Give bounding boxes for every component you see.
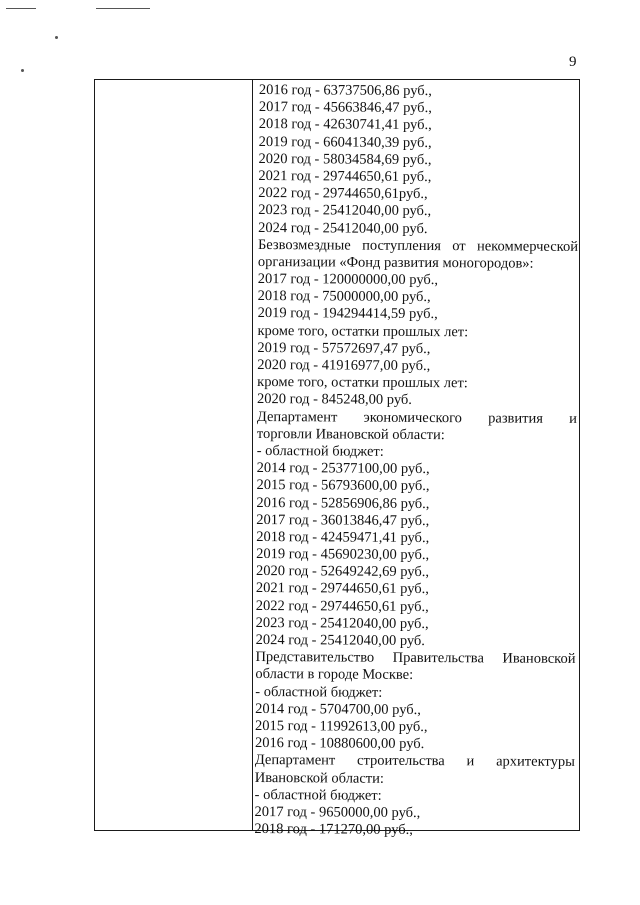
text-line: 2020 год - 845248,00 руб. [257, 391, 412, 409]
text-line: 2016 год - 63737506,86 руб., [258, 82, 432, 100]
text-line: 2024 год - 25412040,00 руб. [255, 631, 426, 650]
text-line: кроме того, остатки прошлых лет: [257, 374, 468, 392]
text-line: области в городе Москве: [255, 666, 414, 684]
funding-text-cell [254, 82, 579, 840]
text-line: 2014 год - 25377100,00 руб., [256, 460, 430, 478]
text-line: 2019 год - 57572697,47 руб., [257, 339, 431, 357]
text-line: 2017 год - 45663846,47 руб., [258, 99, 432, 117]
text-line: 2020 год - 52649242,69 руб., [255, 563, 430, 581]
text-line: 2021 год - 29744650,61 руб., [255, 580, 429, 598]
text-line: 2016 год - 52856906,86 руб., [256, 494, 430, 512]
text-line: 2017 год - 120000000,00 руб., [257, 271, 439, 289]
text-line: 2015 год - 11992613,00 руб., [255, 717, 428, 735]
text-line: организации «Фонд развития моногородов»: [257, 253, 534, 272]
text-line: 2016 год - 10880600,00 руб. [254, 735, 425, 753]
text-line: 2018 год - 75000000,00 руб., [257, 288, 431, 306]
text-line: кроме того, остатки прошлых лет: [257, 322, 469, 340]
text-line: 2018 год - 42630741,41 руб., [258, 116, 432, 134]
text-line: 2023 год - 25412040,00 руб., [255, 614, 429, 632]
text-line: 2018 год - 42459471,41 руб., [256, 528, 430, 546]
text-line: 2014 год - 5704700,00 руб., [255, 700, 421, 718]
text-line: 2022 год - 29744650,61руб., [258, 185, 428, 203]
page-number: 9 [569, 54, 577, 70]
text-line: Департамент строительства и архитектуры [254, 752, 575, 771]
text-line: Ивановской области: [254, 769, 385, 787]
text-line: Представительство Правительства Ивановской [255, 649, 576, 668]
text-line: 2015 год - 56793600,00 руб., [256, 477, 430, 495]
scan-mark-top-left [6, 8, 36, 9]
text-line: - областной бюджет: [254, 786, 382, 804]
scan-dot-1 [55, 36, 58, 39]
text-line: 2024 год - 25412040,00 руб. [258, 219, 428, 237]
text-line: 2019 год - 66041340,39 руб., [258, 133, 432, 151]
text-line: 2019 год - 45690230,00 руб., [256, 546, 430, 564]
text-line: - областной бюджет: [255, 683, 383, 701]
text-line: 2022 год - 29744650,61 руб., [255, 597, 429, 615]
text-line: Департамент экономического развития и [256, 408, 577, 427]
text-line: 2023 год - 25412040,00 руб., [258, 202, 432, 220]
text-line: 2017 год - 9650000,00 руб., [254, 803, 421, 821]
text-line: Безвозмездные поступления от некоммерческой [257, 236, 579, 255]
text-line: торговли Ивановской области: [256, 425, 445, 443]
text-line: 2017 год - 36013846,47 руб., [256, 511, 430, 529]
text-line: 2021 год - 29744650,61 руб., [258, 167, 432, 185]
text-line: 2020 год - 58034584,69 руб., [258, 150, 432, 168]
text-line: - областной бюджет: [256, 442, 384, 460]
table-column-divider [252, 79, 253, 831]
scan-mark-top [96, 8, 150, 9]
text-line: 2019 год - 194294414,59 руб., [257, 305, 438, 323]
scan-dot-2 [21, 69, 24, 72]
text-line: 2020 год - 41916977,00 руб., [257, 356, 431, 375]
text-line: 2018 год - 171270,00 руб., [254, 821, 413, 839]
